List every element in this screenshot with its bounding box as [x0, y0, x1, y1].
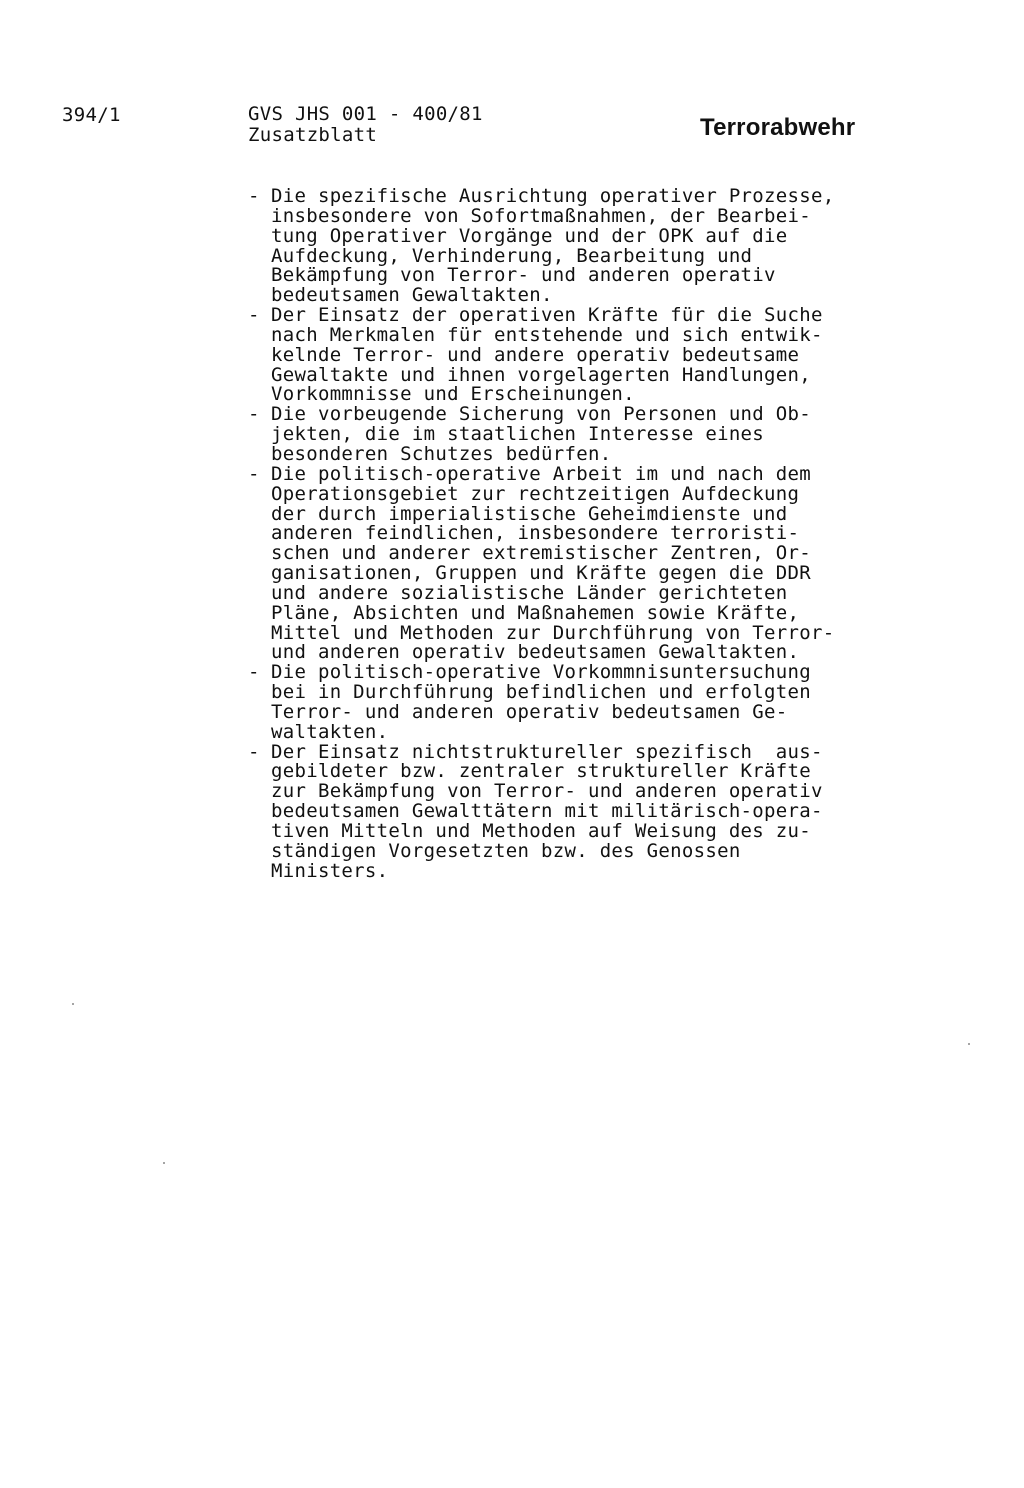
list-item: [248, 740, 888, 882]
text-line: der durch imperialistische Geheimdienste und: [271, 502, 788, 525]
text-line: Die spezifische Ausrichtung operativer Prozesse,: [271, 185, 835, 207]
text-line: schen und anderer extremistischer Zentren, Or-: [271, 542, 811, 565]
bullet-dash: -: [248, 185, 260, 207]
bullet-dash: -: [248, 462, 260, 485]
text-line: kelnde Terror- und andere operativ bedeutsame: [271, 343, 800, 366]
text-line: gebildeter bzw. zentraler struktureller Kräfte: [271, 760, 811, 783]
text-line: und anderen operativ bedeutsamen Gewaltakten.: [271, 641, 800, 664]
bullet-dash: -: [248, 661, 260, 684]
page-number: 394/1: [62, 104, 121, 126]
text-line: bedeutsamen Gewaltakten.: [271, 284, 553, 307]
text-line: Aufdeckung, Verhinderung, Bearbeitung und: [271, 244, 753, 267]
text-line: besonderen Schutzes bedürfen.: [271, 442, 612, 465]
text-line: Die politisch-operative Vorkommnisuntersuchung: [271, 661, 811, 684]
text-line: Gewaltakte und ihnen vorgelagerten Handlungen,: [271, 363, 811, 386]
text-line: Operationsgebiet zur rechtzeitigen Aufdeckung: [271, 482, 800, 505]
list-item: [248, 405, 888, 465]
text-line: bei in Durchführung befindlichen und erfolgten: [271, 681, 811, 704]
text-line: waltakten.: [271, 720, 389, 743]
text-line: ganisationen, Gruppen und Kräfte gegen die DDR: [271, 562, 811, 585]
text-line: Die vorbeugende Sicherung von Personen und Ob-: [271, 403, 811, 426]
text-line: Der Einsatz der operativen Kräfte für die Suche: [271, 304, 823, 327]
text-line: Vorkommnisse und Erscheinungen.: [271, 383, 635, 406]
text-line: Terror- und anderen operativ bedeutsamen Ge-: [271, 700, 788, 723]
text-line: insbesondere von Sofortmaßnahmen, der Bearbei-: [271, 204, 811, 227]
text-line: Der Einsatz nichtstruktureller spezifisch aus-: [271, 740, 823, 763]
scan-speck: [163, 1162, 165, 1164]
text-line: Bekämpfung von Terror- und anderen operativ: [271, 264, 776, 287]
list-item: [248, 663, 888, 742]
text-line: Mittel und Methoden zur Durchführung von Terror-: [271, 621, 835, 644]
classification-reference: GVS JHS 001 - 400/81: [248, 103, 483, 125]
text-line: bedeutsamen Gewalttätern mit militärisch-opera-: [271, 800, 823, 823]
list-item: [248, 462, 888, 664]
list-item: [248, 306, 888, 405]
bullet-dash: -: [248, 304, 260, 327]
scan-speck: [968, 1043, 970, 1045]
scan-speck: [72, 1003, 74, 1005]
bullet-dash: -: [248, 403, 260, 426]
text-line: anderen feindlichen, insbesondere terroristi-: [271, 522, 800, 545]
bullet-dash: -: [248, 740, 260, 763]
text-line: ständigen Vorgesetzten bzw. des Genossen: [271, 839, 741, 862]
list-item: [248, 187, 888, 306]
text-line: jekten, die im staatlichen Interesse eines: [271, 423, 765, 446]
document-reference-block: [248, 104, 483, 146]
text-line: und andere sozialistische Länder gerichteten: [271, 581, 788, 604]
text-line: tiven Mitteln und Methoden auf Weisung des zu-: [271, 820, 811, 842]
text-line: zur Bekämpfung von Terror- und anderen operativ: [271, 780, 823, 803]
text-line: tung Operativer Vorgänge und der OPK auf die: [271, 224, 788, 247]
text-line: Pläne, Absichten und Maßnahemen sowie Kräfte,: [271, 601, 800, 624]
text-line: nach Merkmalen für entstehende und sich entwik-: [271, 323, 823, 346]
topic-title: Terrorabwehr: [700, 114, 856, 141]
text-line: Die politisch-operative Arbeit im und nach dem: [271, 462, 811, 485]
text-line: Ministers.: [271, 859, 389, 882]
task-list: [248, 187, 888, 882]
sheet-type-label: Zusatzblatt: [248, 124, 378, 146]
